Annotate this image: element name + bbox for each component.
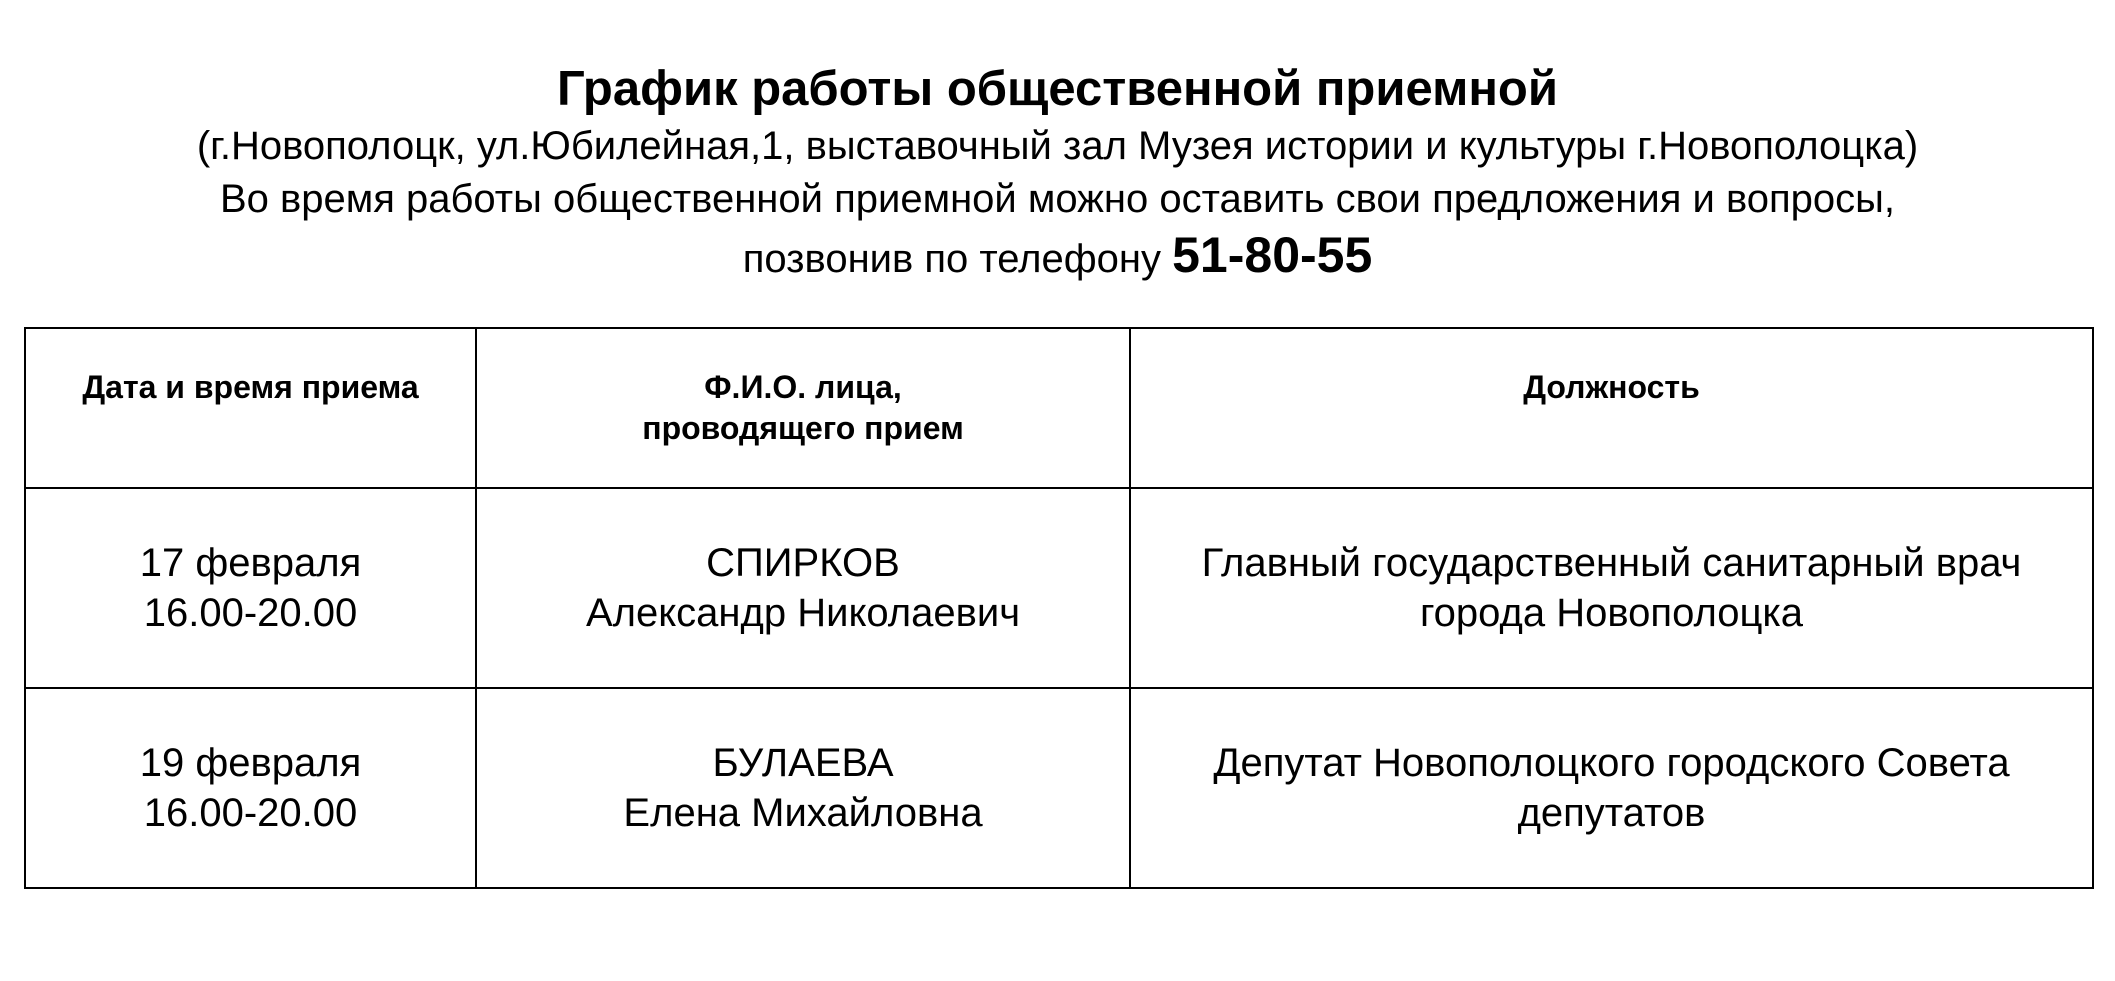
- column-header-full-name-line1: Ф.И.О. лица,: [704, 369, 902, 405]
- table-header-row: [25, 328, 2093, 488]
- column-header-date-time-label: Дата и время приема: [82, 369, 419, 405]
- cell-date-time: [25, 488, 476, 688]
- phone-prefix: позвонив по телефону: [742, 237, 1173, 281]
- address-line: (г.Новополоцк, ул.Юбилейная,1, выставочный зал Музея истории и культуры г.Новополоцка): [196, 124, 1919, 168]
- table-row: [25, 488, 2093, 688]
- document-header: [0, 58, 2115, 288]
- phone-line: [0, 226, 2115, 288]
- note-line: Во время работы общественной приемной можно оставить свои предложения и вопросы,: [219, 177, 1896, 221]
- cell-position-line2: города Новополоцка: [1419, 591, 1804, 635]
- column-header-full-name-line2: проводящего прием: [642, 410, 964, 446]
- column-header-full-name: [476, 328, 1130, 488]
- cell-full-name: [476, 688, 1130, 888]
- cell-date: 17 февраля: [139, 541, 362, 585]
- cell-position: [1130, 488, 2093, 688]
- cell-time: 16.00-20.00: [143, 791, 358, 835]
- cell-position-line2: депутатов: [1517, 791, 1706, 835]
- cell-surname: СПИРКОВ: [706, 541, 900, 585]
- column-header-date-time: [25, 328, 476, 488]
- schedule-table: [24, 327, 2094, 889]
- column-header-position: [1130, 328, 2093, 488]
- cell-position: [1130, 688, 2093, 888]
- cell-given-names: Александр Николаевич: [585, 591, 1021, 635]
- cell-given-names: Елена Михайловна: [623, 791, 983, 835]
- column-header-position-label: Должность: [1523, 369, 1700, 405]
- phone-number: 51-80-55: [1172, 227, 1373, 283]
- cell-full-name: [476, 488, 1130, 688]
- cell-time: 16.00-20.00: [143, 591, 358, 635]
- cell-position-line1: Депутат Новополоцкого городского Совета: [1213, 741, 2010, 785]
- table-row: [25, 688, 2093, 888]
- page-title: График работы общественной приемной: [557, 62, 1558, 116]
- cell-date: 19 февраля: [139, 741, 362, 785]
- cell-position-line1: Главный государственный санитарный врач: [1201, 541, 2022, 585]
- cell-surname: БУЛАЕВА: [712, 741, 894, 785]
- cell-date-time: [25, 688, 476, 888]
